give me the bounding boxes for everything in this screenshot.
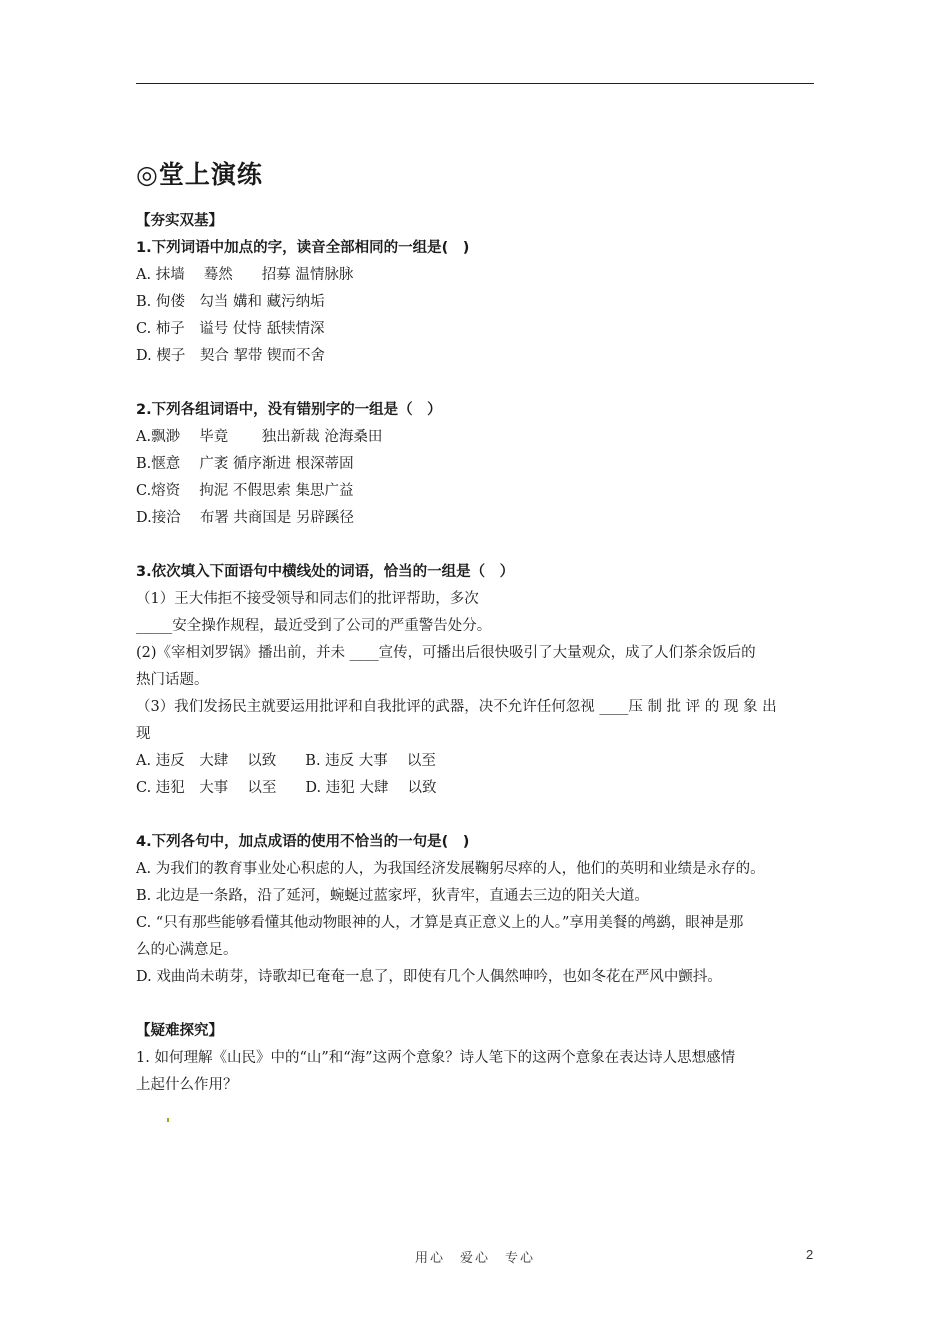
question-2 <box>136 397 816 532</box>
option-d: D.接洽 布署 共商国是 另辟蹊径 <box>136 510 355 526</box>
exploration-question-line-1: 1. 如何理解《山民》中的“山”和“海”这两个意象？诗人笔下的这两个意象在表达诗人思想感情 <box>136 1050 736 1066</box>
option-c: C. 柿子 谥号 仗恃 舐犊情深 <box>136 321 325 337</box>
question-stem: 4.下列各句中，加点成语的使用不恰当的一句是( ) <box>136 834 470 850</box>
option-c: C. “只有那些能够看懂其他动物眼神的人，才算是真正意义上的人。”享用美餐的鸬鹚，眼神是那 <box>136 915 744 931</box>
question-stem: 2.下列各组词语中，没有错别字的一组是（ ） <box>136 402 442 418</box>
option-b: B. 北边是一条路，沿了延河，蜿蜒过蓝家坪，狄青牢，直通去三边的阳关大道。 <box>136 888 649 904</box>
sentence-3-part-2: 现 <box>136 726 151 742</box>
option-a: A.飘渺 毕竟 独出新裁 沧海桑田 <box>136 429 383 445</box>
sentence-1-part-2: _____安全操作规程，最近受到了公司的严重警告处分。 <box>136 618 492 634</box>
option-a: A. 为我们的教育事业处心积虑的人，为我国经济发展鞠躬尽瘁的人，他们的英明和业绩是永存的。 <box>136 861 765 877</box>
option-d: D. 戏曲尚未萌芽，诗歌却已奄奄一息了，即使有几个人偶然呻吟，也如冬花在严风中颤抖。 <box>136 969 722 985</box>
spacer <box>136 991 816 1018</box>
sentence-1-part-1: （1）王大伟拒不接受领导和同志们的批评帮助，多次 <box>136 591 479 607</box>
page-content <box>136 150 816 1099</box>
section-title: ◎堂上演练 <box>136 160 263 189</box>
question-1 <box>136 235 816 370</box>
options-c-d: C. 违犯 大事 以至 D. 违犯 大肆 以致 <box>136 780 437 796</box>
option-b: B.惬意 广袤 循序渐进 根深蒂固 <box>136 456 354 472</box>
spacer <box>136 802 816 829</box>
sentence-2-part-1: (2)《宰相刘罗锅》播出前，并未 ____宣传，可播出后很快吸引了大量观众，成了人们茶余饭后的 <box>136 645 756 661</box>
header-rule <box>136 83 814 84</box>
option-c-continued: 么的心满意足。 <box>136 942 238 958</box>
part1-heading: 【夯实双基】 <box>136 213 223 229</box>
page-number: 2 <box>806 1247 814 1262</box>
question-stem: 1.下列词语中加点的字，读音全部相同的一组是( ) <box>136 240 470 256</box>
question-stem: 3.依次填入下面语句中横线处的词语，恰当的一组是（ ） <box>136 564 515 580</box>
footer-motto: 用心 爱心 专心 <box>414 1251 535 1266</box>
part2-heading: 【疑难探究】 <box>136 1023 223 1039</box>
question-4 <box>136 829 816 991</box>
exploration-question-line-2: 上起什么作用？ <box>136 1077 238 1093</box>
option-c: C.熔资 拘泥 不假思索 集思广益 <box>136 483 354 499</box>
option-d: D. 楔子 契合 挈带 锲而不舍 <box>136 348 326 364</box>
sentence-2-part-2: 热门话题。 <box>136 672 209 688</box>
sentence-3-part-1: （3）我们发扬民主就要运用批评和自我批评的武器，决不允许任何忽视 ____压 制 批 评 的 现 象 出 <box>136 699 777 715</box>
option-a: A. 抹墙 蓦然 招募 温情脉脉 <box>136 267 354 283</box>
spacer <box>136 532 816 559</box>
question-3 <box>136 559 816 802</box>
spacer <box>136 370 816 397</box>
stray-mark <box>167 1118 169 1122</box>
option-b: B. 佝偻 勾当 媾和 藏污纳垢 <box>136 294 325 310</box>
options-a-b: A. 违反 大肆 以致 B. 违反 大事 以至 <box>136 753 436 769</box>
